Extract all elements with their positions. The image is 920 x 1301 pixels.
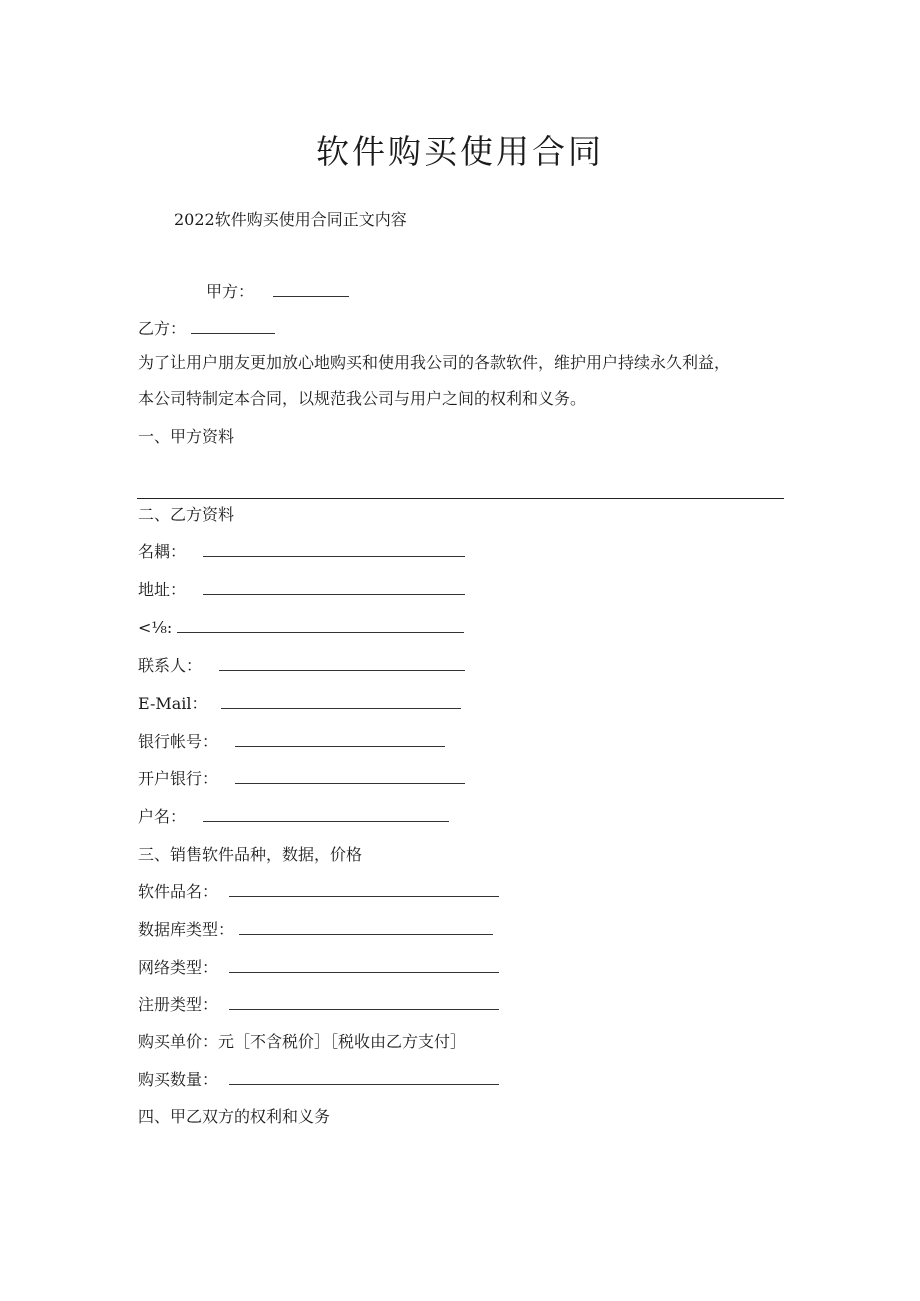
field-bank-label: 开户银行： bbox=[138, 769, 219, 788]
document-title: 软件购买使用合同 bbox=[316, 132, 604, 171]
field-bank bbox=[138, 768, 465, 790]
field-account-name bbox=[138, 806, 449, 828]
party-a-blank[interactable] bbox=[273, 282, 349, 297]
field-account-name-label: 户名： bbox=[138, 807, 187, 826]
field-name-label: 名耦： bbox=[138, 542, 187, 561]
field-software-name bbox=[138, 881, 499, 903]
field-email bbox=[138, 693, 461, 715]
field-db-type-label: 数据库类型： bbox=[138, 920, 235, 939]
field-register-type-blank[interactable] bbox=[229, 995, 499, 1010]
field-quantity-label: 购买数量： bbox=[138, 1070, 219, 1089]
party-b-line bbox=[138, 318, 275, 340]
field-phone bbox=[138, 617, 464, 639]
intro-line-2: 本公司特制定本合同，以规范我公司与用户之间的权利和义务。 bbox=[138, 389, 587, 408]
field-contact-blank[interactable] bbox=[219, 656, 465, 671]
party-a-line bbox=[206, 281, 349, 303]
divider-line bbox=[137, 498, 784, 499]
party-b-blank[interactable] bbox=[191, 319, 275, 334]
field-contact bbox=[138, 655, 465, 677]
field-software-name-label: 软件品名： bbox=[138, 882, 219, 901]
field-register-type bbox=[138, 994, 499, 1016]
field-name-blank[interactable] bbox=[203, 542, 465, 557]
field-address-label: 地址： bbox=[138, 580, 187, 599]
field-register-type-label: 注册类型： bbox=[138, 995, 219, 1014]
field-bank-account-blank[interactable] bbox=[235, 732, 445, 747]
field-db-type-blank[interactable] bbox=[239, 920, 493, 935]
section-1-heading: 一、甲方资料 bbox=[138, 427, 235, 446]
section-2-heading: 二、乙方资料 bbox=[138, 505, 235, 524]
field-network-type bbox=[138, 957, 499, 979]
document-subtitle: 2022软件购买使用合同正文内容 bbox=[174, 210, 407, 229]
field-bank-account-label: 银行帐号： bbox=[138, 732, 219, 751]
party-b-label: 乙方： bbox=[138, 319, 187, 338]
field-phone-label: <⅛: bbox=[138, 618, 173, 637]
field-quantity bbox=[138, 1069, 499, 1091]
field-bank-blank[interactable] bbox=[235, 769, 465, 784]
party-a-label: 甲方： bbox=[206, 282, 255, 301]
field-phone-blank[interactable] bbox=[177, 618, 464, 633]
field-unit-price: 购买单价：元［不含税价］［税收由乙方支付］ bbox=[138, 1032, 467, 1051]
section-4-heading: 四、甲乙双方的权利和义务 bbox=[138, 1107, 331, 1126]
intro-line-1: 为了让用户朋友更加放心地购买和使用我公司的各款软件，维护用户持续永久利益， bbox=[138, 353, 731, 372]
field-network-type-label: 网络类型： bbox=[138, 958, 219, 977]
field-network-type-blank[interactable] bbox=[229, 958, 499, 973]
section-3-heading: 三、销售软件品种，数据，价格 bbox=[138, 845, 363, 864]
field-address-blank[interactable] bbox=[203, 580, 465, 595]
field-email-label: E-Mail： bbox=[138, 694, 208, 713]
field-account-name-blank[interactable] bbox=[203, 807, 449, 822]
field-quantity-blank[interactable] bbox=[229, 1070, 499, 1085]
field-contact-label: 联系人： bbox=[138, 656, 203, 675]
field-email-blank[interactable] bbox=[221, 694, 461, 709]
field-name bbox=[138, 541, 465, 563]
field-bank-account bbox=[138, 731, 445, 753]
field-address bbox=[138, 579, 465, 601]
field-db-type bbox=[138, 919, 493, 941]
field-software-name-blank[interactable] bbox=[229, 882, 499, 897]
